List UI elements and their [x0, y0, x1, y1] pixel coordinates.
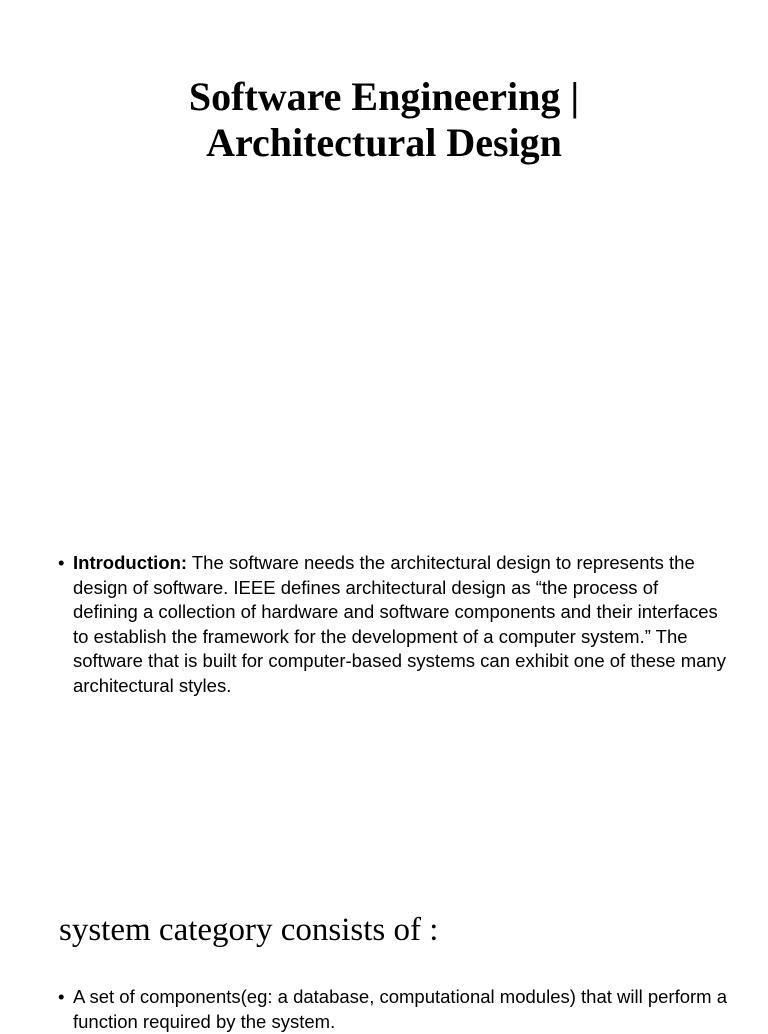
- system-category-heading: system category consists of :: [59, 912, 439, 948]
- slide-title-line-2: Architectural Design: [206, 120, 562, 165]
- bullet-icon: •: [58, 552, 65, 573]
- components-text: A set of components(eg: a database, computational modules) that will perform a function required by the system.: [73, 986, 728, 1032]
- introduction-bullet: [58, 551, 728, 698]
- introduction-text: [73, 551, 728, 698]
- components-bullet: [58, 985, 728, 1034]
- introduction-label: Introduction:: [73, 552, 188, 573]
- slide-title: [0, 74, 768, 166]
- introduction-body: The software needs the architectural design to represents the design of software. IEEE defines architectural design as “the process of defining a collection of hardware and software components and their interfaces to establish the framework for the development of a computer system.” The software that is built for computer-based systems can exhibit one of these many architectural styles.: [73, 552, 726, 696]
- bullet-icon: •: [58, 986, 65, 1007]
- slide-title-line-1: Software Engineering |: [188, 74, 580, 119]
